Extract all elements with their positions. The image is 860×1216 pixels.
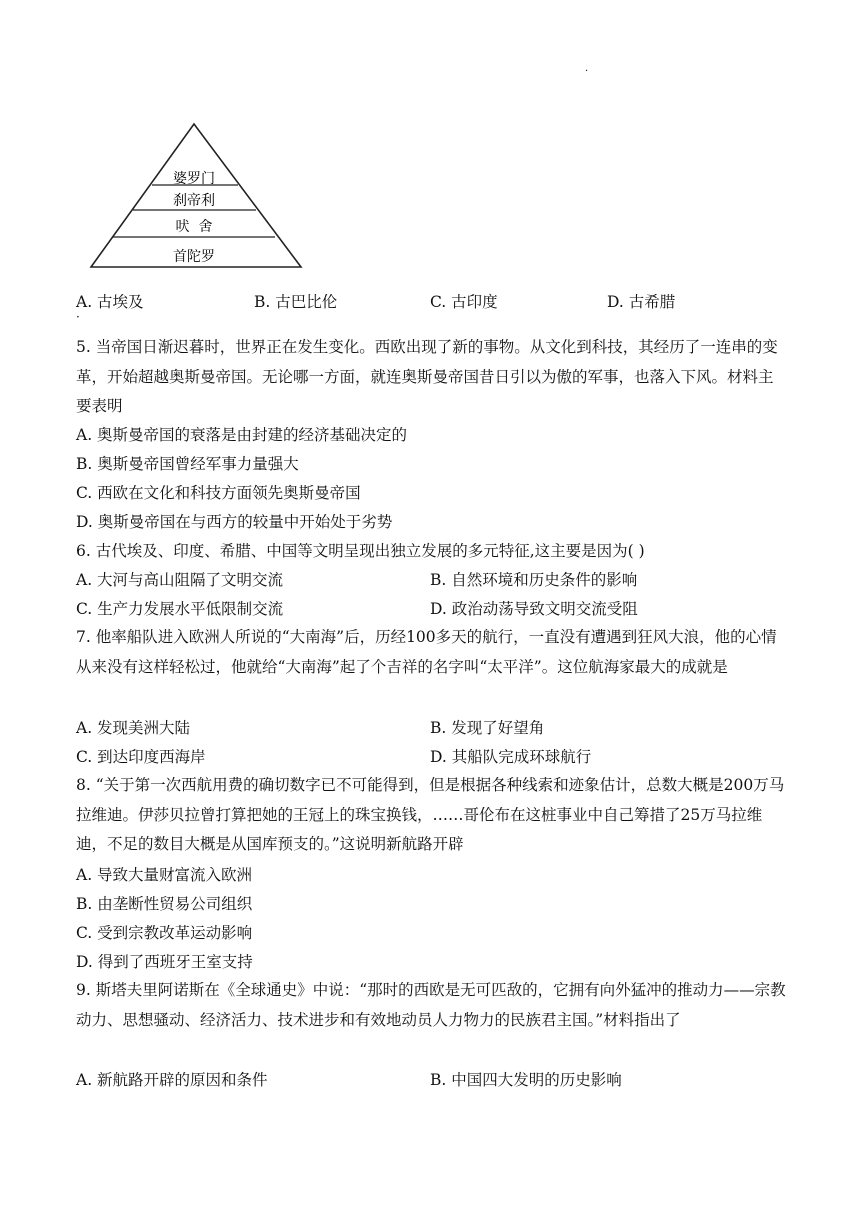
- pyramid-layer-label: 婆罗门: [173, 171, 215, 187]
- q5-stem: 5. 当帝国日渐迟暮时，世界正在发生变化。西欧出现了新的事物。从文化到科技，其经历了一连串的变革，开始超越奥斯曼帝国。无论哪一方面，就连奥斯曼帝国昔日引以为傲的军事，也落入下风。材料主要表明: [76, 338, 778, 415]
- stray-mark: ·: [76, 310, 80, 324]
- q7-option-d: D. 其船队完成环球航行: [430, 748, 592, 766]
- q8-option-b: B. 由垄断性贸易公司组织: [76, 895, 253, 913]
- q7-stem: 7. 他率船队进入欧洲人所说的“大南海”后，历经100多天的航行，一直没有遭遇到狂风大浪，他的心情从来没有这样轻松过，他就给“大南海”起了个吉祥的名字叫“太平洋”。这位航海家最大的成就是: [76, 628, 777, 676]
- q6-stem: 6. 古代埃及、印度、希腊、中国等文明呈现出独立发展的多元特征,这主要是因为( ): [76, 542, 645, 560]
- q5-option-d: D. 奥斯曼帝国在与西方的较量中开始处于劣势: [76, 513, 393, 531]
- q7-option-c: C. 到达印度西海岸: [76, 748, 206, 766]
- pyramid-layer-label: 刹帝利: [173, 193, 215, 209]
- q9-option-a: A. 新航路开辟的原因和条件: [76, 1071, 268, 1089]
- q9-option-b: B. 中国四大发明的历史影响: [430, 1071, 622, 1089]
- q8-option-a: A. 导致大量财富流入欧洲: [76, 866, 253, 884]
- caste-pyramid-diagram: [88, 122, 304, 270]
- q4-option-b: B. 古巴比伦: [254, 293, 338, 311]
- q4-option-d: D. 古希腊: [607, 293, 676, 311]
- pyramid-layer-label: 首陀罗: [173, 249, 215, 265]
- q6-option-a: A. 大河与高山阻隔了文明交流: [76, 571, 284, 589]
- q6-option-d: D. 政治动荡导致文明交流受阻: [430, 600, 638, 618]
- q7-option-b: B. 发现了好望角: [430, 719, 545, 737]
- q8-option-d: D. 得到了西班牙王室支持: [76, 953, 253, 971]
- q4-option-a: A. 古埃及: [76, 293, 144, 311]
- q5-option-a: A. 奥斯曼帝国的衰落是由封建的经济基础决定的: [76, 426, 408, 444]
- q9-stem: 9. 斯塔夫里阿诺斯在《全球通史》中说：“那时的西欧是无可匹敌的，它拥有向外猛冲的推动力——宗教动力、思想骚动、经济活力、技术进步和有效地动员人力物力的民族君主国。”材料指出了: [76, 981, 786, 1029]
- stray-dot: ·: [585, 66, 589, 77]
- q5-option-c: C. 西欧在文化和科技方面领先奥斯曼帝国: [76, 484, 361, 502]
- q7-option-a: A. 发现美洲大陆: [76, 719, 191, 737]
- q6-option-c: C. 生产力发展水平低限制交流: [76, 600, 284, 618]
- q4-option-c: C. 古印度: [430, 293, 498, 311]
- q8-option-c: C. 受到宗教改革运动影响: [76, 924, 253, 942]
- pyramid-layer-label: 吠 舍: [175, 219, 213, 235]
- q8-stem: 8. “关于第一次西航用费的确切数字已不可能得到，但是根据各种线索和迹象估计，总数大概是200万马拉维迪。伊莎贝拉曾打算把她的王冠上的珠宝换钱，……哥伦布在这桩事业中自己筹措了25万马拉维迪，不足的数目大概是从国库预支的。”这说明新航路开辟: [76, 776, 785, 853]
- q5-option-b: B. 奥斯曼帝国曾经军事力量强大: [76, 455, 299, 473]
- q6-option-b: B. 自然环境和历史条件的影响: [430, 571, 638, 589]
